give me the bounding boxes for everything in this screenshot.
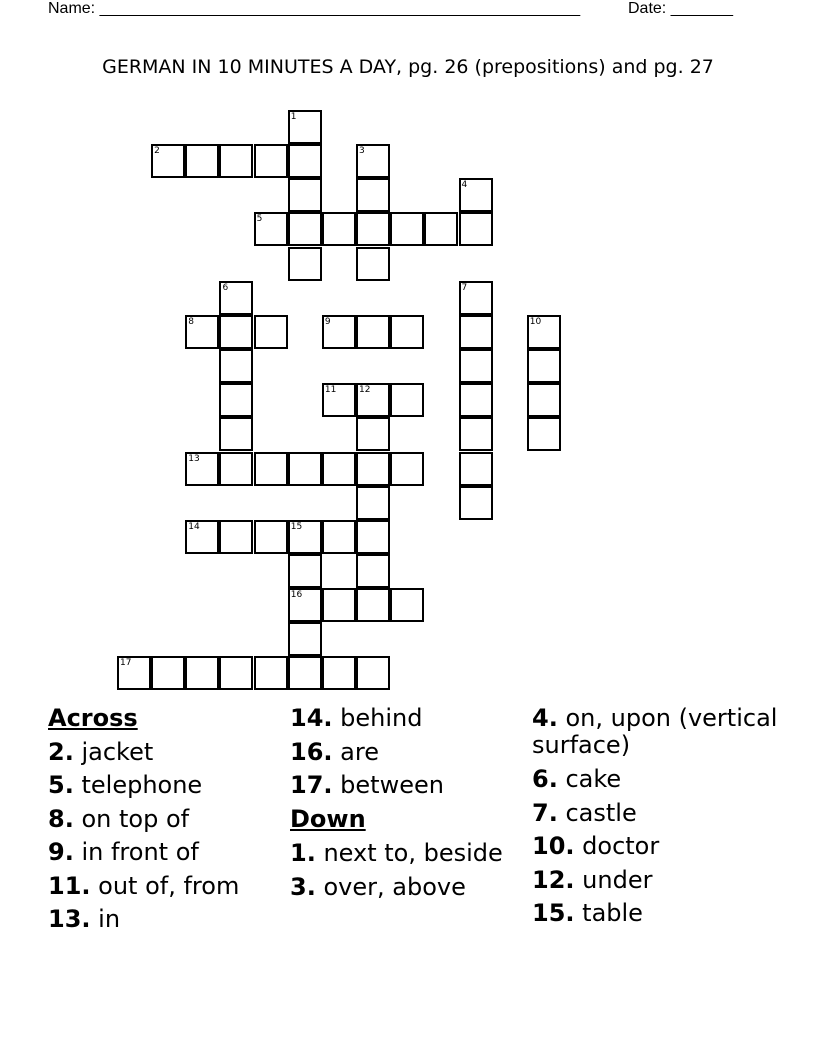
grid-cell[interactable] — [459, 452, 493, 486]
grid-cell[interactable] — [185, 144, 219, 178]
cell-number: 10 — [529, 316, 542, 327]
grid-cell[interactable] — [151, 656, 185, 690]
grid-cell[interactable] — [527, 315, 561, 349]
grid-cell[interactable] — [459, 178, 493, 212]
clue-text: cake — [565, 765, 622, 793]
grid-cell[interactable] — [424, 212, 458, 246]
date-field-label: Date: _______ — [628, 0, 733, 17]
clue-number: 15. — [532, 899, 575, 927]
clue-down-15 — [532, 897, 792, 931]
clue-number: 11. — [48, 871, 91, 900]
clue-text: under — [582, 865, 653, 894]
grid-cell[interactable] — [390, 452, 424, 486]
cell-number: 14 — [188, 521, 200, 532]
grid-cell[interactable] — [459, 486, 493, 520]
grid-cell[interactable] — [288, 622, 322, 656]
grid-cell[interactable] — [322, 315, 356, 349]
down-heading: Down — [290, 804, 366, 833]
clue-across-11 — [48, 870, 283, 904]
grid-cell[interactable] — [356, 212, 390, 246]
cell-number: 9 — [324, 316, 331, 327]
grid-cell[interactable] — [390, 212, 424, 246]
grid-cell[interactable] — [459, 281, 493, 315]
grid-cell[interactable] — [390, 383, 424, 417]
clue-text: table — [582, 899, 643, 927]
cell-number: 6 — [222, 282, 229, 293]
grid-cell[interactable] — [322, 452, 356, 486]
clue-text: jacket — [81, 737, 154, 766]
grid-cell[interactable] — [219, 452, 253, 486]
grid-cell[interactable] — [356, 656, 390, 690]
grid-cell[interactable] — [322, 520, 356, 554]
grid-cell[interactable] — [459, 349, 493, 383]
clue-number: 14. — [290, 704, 333, 732]
clue-text: behind — [340, 704, 423, 732]
clue-number: 13. — [48, 905, 91, 933]
grid-cell[interactable] — [356, 144, 390, 178]
page-title: GERMAN IN 10 MINUTES A DAY, pg. 26 (prepositions) and pg. 27 — [102, 56, 714, 78]
clue-text: in — [98, 905, 121, 933]
grid-cell[interactable] — [185, 656, 219, 690]
grid-cell[interactable] — [356, 315, 390, 349]
clue-number: 16. — [290, 737, 333, 766]
cell-number: 5 — [256, 214, 263, 225]
grid-cell[interactable] — [322, 656, 356, 690]
clue-number: 7. — [532, 798, 558, 827]
grid-cell[interactable] — [356, 383, 390, 417]
grid-cell[interactable] — [322, 383, 356, 417]
clue-text: between — [340, 771, 444, 799]
grid-cell[interactable] — [254, 144, 288, 178]
cell-number: 3 — [359, 146, 365, 157]
grid-cell[interactable] — [254, 656, 288, 690]
cell-number: 15 — [290, 521, 303, 532]
clue-number: 4. — [532, 704, 558, 732]
clue-down-12 — [532, 864, 792, 898]
cell-number: 4 — [461, 180, 468, 191]
grid-cell[interactable] — [254, 212, 288, 246]
clue-down-1 — [290, 840, 525, 867]
clue-down-6 — [532, 763, 792, 797]
cell-number: 2 — [154, 146, 160, 157]
clue-text: out of, from — [98, 871, 240, 900]
clue-across-5 — [48, 769, 283, 803]
clue-across-8 — [48, 803, 283, 837]
grid-cell[interactable] — [219, 281, 253, 315]
cell-number: 7 — [461, 282, 468, 293]
clue-text: next to, beside — [323, 839, 503, 867]
clue-text: castle — [565, 798, 637, 827]
grid-cell[interactable] — [254, 520, 288, 554]
clue-across-2 — [48, 736, 283, 770]
grid-cell[interactable] — [117, 656, 151, 690]
clue-text: are — [340, 737, 379, 766]
grid-cell[interactable] — [356, 417, 390, 451]
grid-cell[interactable] — [459, 315, 493, 349]
grid-cell[interactable] — [288, 144, 322, 178]
grid-cell[interactable] — [219, 520, 253, 554]
clue-number: 17. — [290, 771, 333, 799]
across-heading: Across — [48, 704, 138, 732]
grid-cell[interactable] — [356, 452, 390, 486]
clue-number: 6. — [532, 765, 558, 793]
clue-number: 8. — [48, 804, 74, 833]
clue-column-2 — [290, 702, 525, 905]
clue-number: 9. — [48, 838, 74, 866]
grid-cell[interactable] — [322, 588, 356, 622]
grid-cell[interactable] — [185, 520, 219, 554]
grid-cell[interactable] — [219, 349, 253, 383]
cell-number: 8 — [188, 316, 195, 327]
grid-cell[interactable] — [185, 315, 219, 349]
clue-number: 2. — [48, 737, 74, 766]
clue-down-7 — [532, 797, 792, 831]
grid-cell[interactable] — [527, 383, 561, 417]
grid-cell[interactable] — [356, 178, 390, 212]
grid-cell[interactable] — [288, 554, 322, 588]
grid-cell[interactable] — [322, 212, 356, 246]
grid-cell[interactable] — [390, 315, 424, 349]
clue-number: 12. — [532, 865, 575, 894]
grid-cell[interactable] — [219, 656, 253, 690]
grid-cell[interactable] — [356, 520, 390, 554]
grid-cell[interactable] — [356, 486, 390, 520]
grid-cell[interactable] — [219, 315, 253, 349]
clue-down-3 — [290, 871, 525, 905]
clue-text: on top of — [81, 804, 190, 833]
grid-cell[interactable] — [219, 144, 253, 178]
grid-cell[interactable] — [288, 452, 322, 486]
grid-cell[interactable] — [288, 247, 322, 281]
clue-column-3 — [532, 702, 792, 931]
grid-cell[interactable] — [151, 144, 185, 178]
grid-cell[interactable] — [356, 554, 390, 588]
grid-cell[interactable] — [254, 452, 288, 486]
grid-cell[interactable] — [390, 588, 424, 622]
clue-number: 5. — [48, 771, 74, 799]
grid-cell[interactable] — [527, 349, 561, 383]
clue-across-14 — [290, 702, 525, 736]
grid-cell[interactable] — [288, 588, 322, 622]
clue-number: 3. — [290, 873, 316, 901]
cell-number: 1 — [290, 112, 297, 122]
grid-cell[interactable] — [356, 247, 390, 281]
clue-text: doctor — [582, 832, 660, 860]
clue-across-9 — [48, 836, 283, 870]
grid-cell[interactable] — [288, 656, 322, 690]
clue-text: over, above — [323, 873, 466, 901]
grid-cell[interactable] — [356, 588, 390, 622]
grid-cell[interactable] — [527, 417, 561, 451]
grid-cell[interactable] — [459, 383, 493, 417]
clue-across-13 — [48, 903, 283, 937]
grid-cell[interactable] — [254, 315, 288, 349]
clue-across-17 — [290, 769, 525, 803]
grid-cell[interactable] — [288, 178, 322, 212]
grid-cell[interactable] — [219, 383, 253, 417]
clue-number: 1. — [290, 839, 316, 867]
clue-text: in front of — [81, 838, 199, 866]
clue-text: telephone — [81, 771, 203, 799]
clue-across-16 — [290, 736, 525, 770]
clue-down-10 — [532, 830, 792, 864]
grid-cell[interactable] — [459, 417, 493, 451]
clue-text: on, upon (vertical surface) — [532, 704, 778, 759]
cell-number: 17 — [120, 658, 132, 669]
grid-cell[interactable] — [219, 417, 253, 451]
clue-column-1 — [48, 702, 283, 937]
grid-cell[interactable] — [185, 452, 219, 486]
grid-cell[interactable] — [288, 520, 322, 554]
grid-cell[interactable] — [288, 110, 322, 144]
cell-number: 11 — [324, 385, 337, 396]
grid-cell[interactable] — [459, 212, 493, 246]
grid-cell[interactable] — [288, 212, 322, 246]
name-field-label: Name: ______________________________________________________ — [48, 0, 581, 17]
clue-down-4 — [532, 705, 792, 759]
cell-number: 12 — [359, 385, 371, 396]
clue-number: 10. — [532, 832, 575, 860]
cell-number: 16 — [290, 590, 303, 601]
cell-number: 13 — [188, 453, 200, 464]
